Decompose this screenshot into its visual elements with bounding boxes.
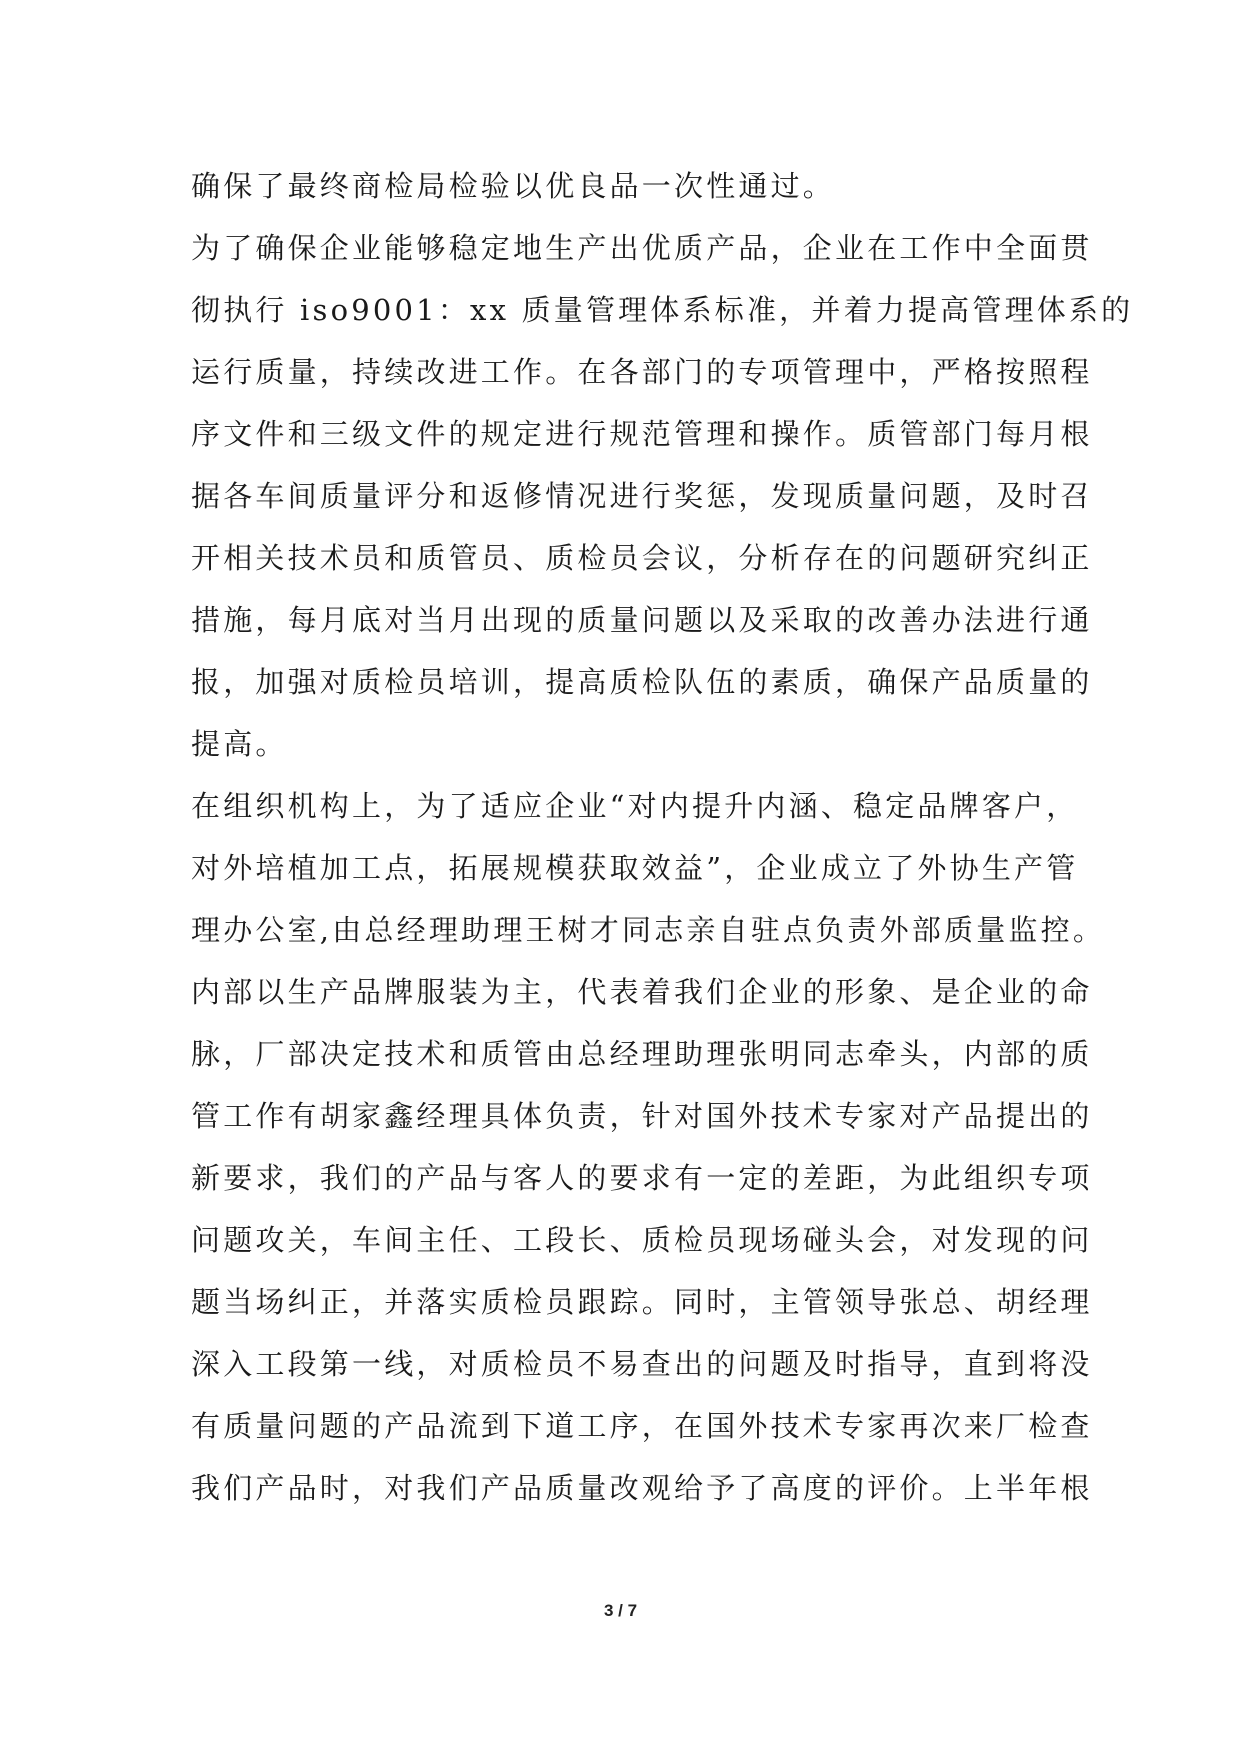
text-line: 措施，每月底对当月出现的质量问题以及采取的改善办法进行通 [191,603,1093,637]
text-line: 内部以生产品牌服装为主，代表着我们企业的形象、是企业的命 [191,975,1093,1009]
text-line: 有质量问题的产品流到下道工序，在国外技术专家再次来厂检查 [191,1409,1093,1443]
text-line: 管工作有胡家鑫经理具体负责，针对国外技术专家对产品提出的 [191,1099,1093,1133]
text-line: 报，加强对质检员培训，提高质检队伍的素质，确保产品质量的 [191,665,1093,699]
text-line: 脉，厂部决定技术和质管由总经理助理张明同志牵头，内部的质 [191,1037,1093,1071]
body-text [191,155,1134,1519]
text-line: 新要求，我们的产品与客人的要求有一定的差距，为此组织专项 [191,1161,1093,1195]
text-line: 为了确保企业能够稳定地生产出优质产品，企业在工作中全面贯 [191,231,1093,265]
text-line: 我们产品时，对我们产品质量改观给予了高度的评价。上半年根 [191,1471,1093,1505]
text-line: 运行质量，持续改进工作。在各部门的专项管理中，严格按照程 [191,355,1093,389]
text-line: 据各车间质量评分和返修情况进行奖惩，发现质量问题，及时召 [191,479,1093,513]
text-line: 问题攻关，车间主任、工段长、质检员现场碰头会，对发现的问 [191,1223,1093,1257]
text-line: 彻执行 iso9001：xx 质量管理体系标准，并着力提高管理体系的 [191,293,1134,327]
text-line: 提高。 [191,727,288,761]
page-number: 3 / 7 [603,1601,638,1620]
text-line: 题当场纠正，并落实质检员跟踪。同时，主管领导张总、胡经理 [191,1285,1093,1319]
text-line: 确保了最终商检局检验以优良品一次性通过。 [191,169,836,203]
text-line: 理办公室,由总经理助理王树才同志亲自驻点负责外部质量监控。 [191,913,1106,947]
text-line: 深入工段第一线，对质检员不易查出的问题及时指导，直到将没 [191,1347,1093,1381]
text-line: 在组织机构上，为了适应企业“对内提升内涵、稳定品牌客户， [191,789,1079,823]
text-line: 对外培植加工点，拓展规模获取效益”，企业成立了外协生产管 [191,851,1079,885]
text-line: 开相关技术员和质管员、质检员会议，分析存在的问题研究纠正 [191,541,1093,575]
text-line: 序文件和三级文件的规定进行规范管理和操作。质管部门每月根 [191,417,1093,451]
